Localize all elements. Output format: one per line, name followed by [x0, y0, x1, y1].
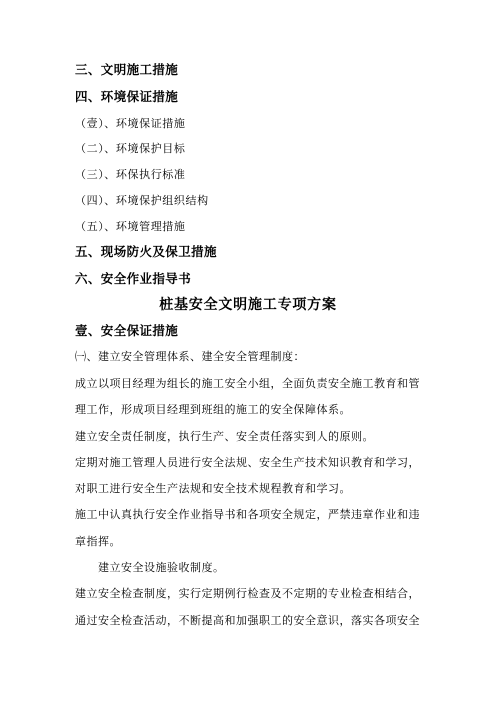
body-line: 通过安全检查活动，不断提高和加强职工的安全意识，落实各项安全: [75, 614, 420, 627]
toc-item-5: 五、现场防火及保卫措施: [75, 244, 217, 259]
body-line: 建立安全检查制度，实行定期例行检查及不定期的专业检查相结合，: [75, 587, 420, 600]
body-line: 对职工进行安全生产法规和安全技术规程教育和学习。: [75, 482, 351, 495]
section-heading: 壹、安全保证措施: [75, 323, 179, 338]
toc-item-4: 四、环境保证措施: [75, 89, 179, 104]
body-line: 施工中认真执行安全作业指导书和各项安全规定，严禁违章作业和违: [75, 508, 420, 521]
toc-subitem-2: （二）、环境保护目标: [75, 142, 186, 155]
body-line: 章指挥。: [75, 535, 121, 548]
toc-item-3: 三、文明施工措施: [75, 62, 179, 77]
toc-subitem-3: （三）、环保执行标准: [75, 168, 186, 181]
body-line: 成立以项目经理为组长的施工安全小组，全面负责安全施工教育和管: [75, 377, 420, 390]
toc-subitem-5: （五）、环境管理措施: [75, 220, 186, 233]
body-line: 建立安全责任制度，执行生产、安全责任落实到人的原则。: [75, 430, 374, 443]
body-line: 理工作，形成项目经理到班组的施工的安全保障体系。: [75, 403, 351, 416]
toc-item-6: 六、安全作业指导书: [75, 271, 192, 286]
toc-subitem-4: （四）、环境保护组织结构: [75, 194, 209, 207]
toc-subitem-1: （壹）、环境保证措施: [75, 117, 186, 130]
document-title: 桩基安全文明施工专项方案: [159, 297, 337, 313]
body-line: ㈠、建立安全管理体系、建全安全管理制度：: [75, 350, 305, 363]
body-line: 建立安全设施验收制度。: [98, 561, 225, 574]
body-line: 定期对施工管理人员进行安全法规、安全生产技术知识教育和学习，: [75, 456, 420, 469]
